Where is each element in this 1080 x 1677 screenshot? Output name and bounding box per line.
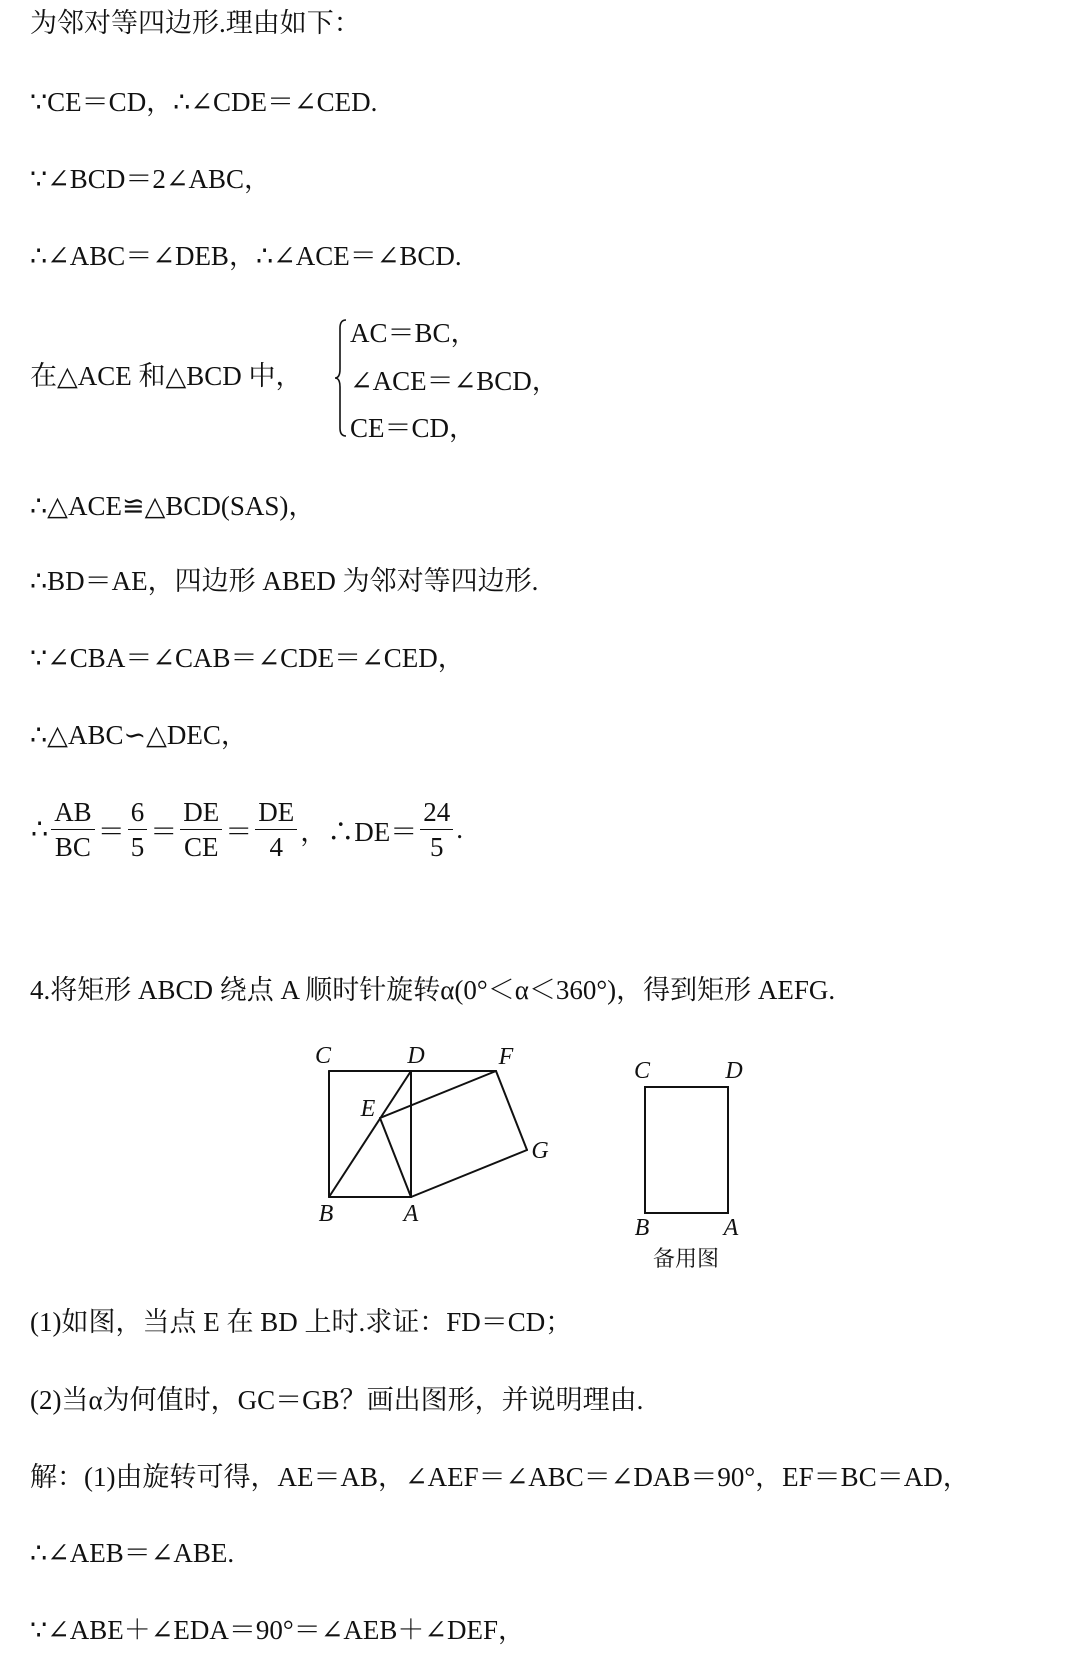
ratio-line [30, 792, 464, 866]
spare-figure-caption: 备用图 [652, 1246, 720, 1271]
period: . [456, 813, 463, 844]
main-figure [329, 1071, 527, 1197]
fraction [180, 795, 222, 864]
segment-fg [496, 1071, 527, 1150]
system-equation: ∠ACE＝∠BCD， [350, 366, 559, 396]
equals-sign: ＝ [225, 816, 253, 847]
answer-line: ∵∠ABE＋∠EDA＝90°＝∠AEB＋∠DEF， [30, 1615, 525, 1645]
denominator: 5 [429, 831, 444, 862]
equals-sign: ＝ [150, 816, 178, 847]
problem-statement: 4.将矩形 ABCD 绕点 A 顺时针旋转α(0°＜α＜360°)，得到矩形 AEFG. [30, 975, 836, 1005]
question-1: (1)如图，当点 E 在 BD 上时.求证：FD＝CD； [30, 1307, 573, 1337]
denominator: CE [183, 831, 219, 862]
step-line: ∴∠ABC＝∠DEB，∴∠ACE＝∠BCD. [30, 241, 462, 271]
denominator: 5 [130, 831, 145, 862]
step-line: ∵CE＝CD，∴∠CDE＝∠CED. [30, 87, 378, 117]
result-fraction [420, 795, 453, 864]
numerator: 24 [420, 795, 453, 830]
label-b: B [318, 1201, 334, 1227]
ratio-conclusion-text: ，∴DE＝ [300, 816, 418, 847]
fraction [51, 795, 95, 864]
figures [0, 1030, 1080, 1280]
label-a: A [403, 1201, 419, 1227]
label-e: E [360, 1096, 376, 1122]
spare-label-d: D [725, 1058, 743, 1084]
system-equation: CE＝CD， [350, 413, 477, 443]
label-f: F [498, 1044, 514, 1070]
step-line: ∴△ACE≌△BCD(SAS)， [30, 491, 316, 521]
answer-line: ∴∠AEB＝∠ABE. [30, 1538, 235, 1568]
step-line: ∵∠BCD＝2∠ABC， [30, 164, 271, 194]
therefore-symbol: ∴ [31, 813, 49, 844]
numerator: 6 [128, 795, 148, 830]
segment-ef [380, 1071, 496, 1118]
system-equation: AC＝BC， [350, 318, 478, 348]
label-g: G [531, 1138, 549, 1164]
step-line: ∴△ABC∽△DEC， [30, 720, 248, 750]
denominator: 4 [269, 831, 283, 862]
spare-label-c: C [633, 1058, 651, 1084]
step-line: ∴BD＝AE，四边形 ABED 为邻对等四边形. [30, 566, 539, 596]
segment-ae [380, 1118, 411, 1197]
intro-line: 为邻对等四边形.理由如下： [30, 8, 361, 38]
numerator: DE [180, 795, 222, 830]
brace-path [335, 320, 346, 436]
denominator: BC [54, 831, 91, 862]
equals-sign: ＝ [97, 816, 125, 847]
answer-line: 解：(1)由旋转可得，AE＝AB，∠AEF＝∠ABC＝∠DAB＝90°，EF＝BC＝AD， [30, 1462, 970, 1492]
question-2: (2)当α为何值时，GC＝GB？画出图形，并说明理由. [30, 1385, 644, 1415]
fraction [255, 795, 297, 864]
system-lead: 在△ACE 和△BCD 中， [30, 361, 303, 391]
spare-figure [645, 1087, 728, 1213]
segment-ga [411, 1150, 527, 1197]
spare-label-a: A [723, 1215, 739, 1241]
numerator: DE [255, 795, 297, 830]
label-d: D [407, 1043, 425, 1069]
label-c: C [314, 1043, 332, 1069]
spare-label-b: B [634, 1215, 650, 1241]
segment-bd [329, 1071, 411, 1197]
curly-brace [334, 318, 348, 438]
step-line: ∵∠CBA＝∠CAB＝∠CDE＝∠CED， [30, 643, 465, 673]
fraction [128, 795, 148, 864]
numerator: AB [51, 795, 95, 830]
spare-rectangle [645, 1087, 728, 1213]
